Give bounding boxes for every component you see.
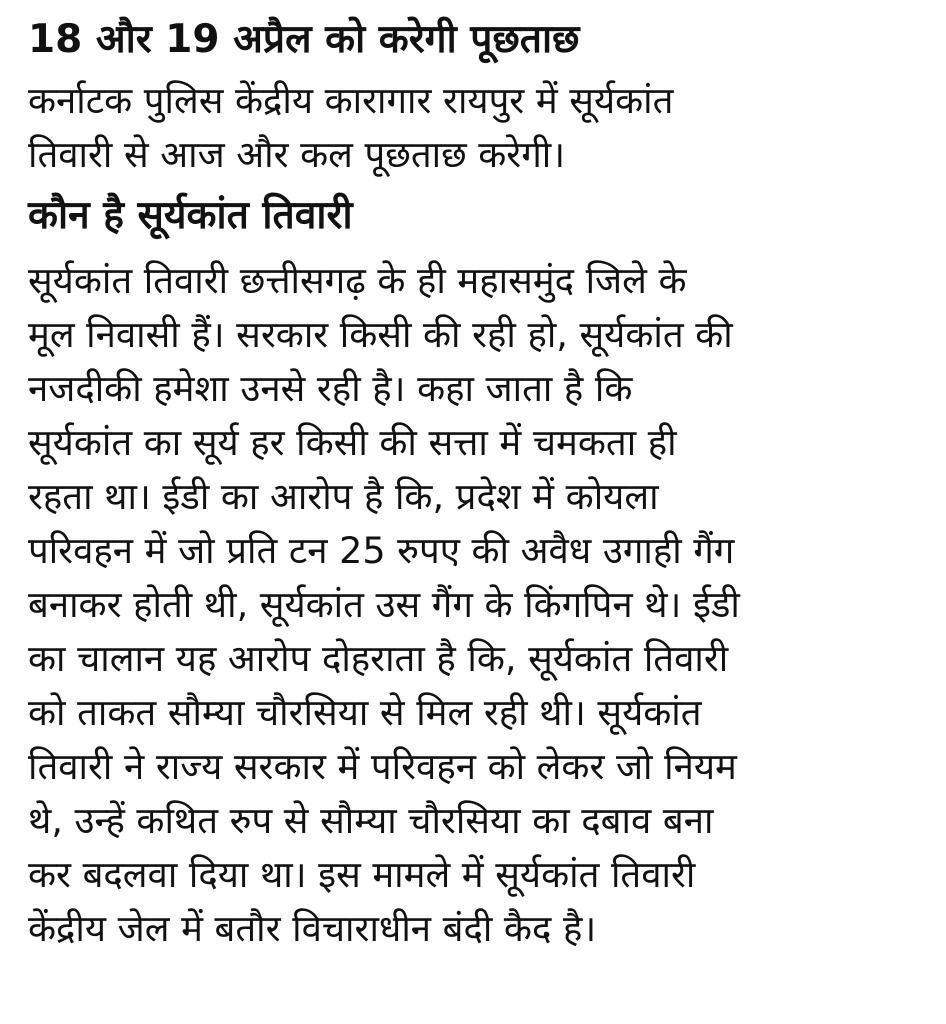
- text-line: केंद्रीय जेल में बतौर विचाराधीन बंदी कैद है।: [28, 907, 597, 950]
- paragraph-interrogation: [28, 74, 928, 182]
- text-line: थे, उन्हें कथित रुप से सौम्या चौरसिया का दबाव बना: [28, 799, 714, 842]
- text-line: सूर्यकांत तिवारी छत्तीसगढ़ के ही महासमुंद जिले के: [28, 259, 687, 302]
- text-line: रहता था। ईडी का आरोप है कि, प्रदेश में कोयला: [28, 475, 659, 518]
- text-line: नजदीकी हमेशा उनसे रही है। कहा जाता है कि: [28, 367, 633, 410]
- paragraph-profile: [28, 254, 928, 956]
- text-line: मूल निवासी हैं। सरकार किसी की रही हो, सूर्यकांत की: [28, 313, 733, 356]
- text-line: तिवारी से आज और कल पूछताछ करेगी।: [28, 133, 566, 176]
- text-line: तिवारी ने राज्य सरकार में परिवहन को लेकर जो नियम: [28, 745, 737, 788]
- text-line: कर्नाटक पुलिस केंद्रीय कारागार रायपुर में सूर्यकांत: [28, 79, 674, 122]
- section-heading-interrogation: 18 और 19 अप्रैल को करेगी पूछताछ: [28, 17, 580, 62]
- section-heading-who-is: कौन है सूर्यकांत तिवारी: [28, 193, 353, 238]
- text-line: सूर्यकांत का सूर्य हर किसी की सत्ता में चमकता ही: [28, 421, 677, 464]
- text-line: बनाकर होती थी, सूर्यकांत उस गैंग के किंगपिन थे। ईडी: [28, 583, 740, 626]
- text-line: कर बदलवा दिया था। इस मामले में सूर्यकांत तिवारी: [28, 853, 696, 896]
- text-line: परिवहन में जो प्रति टन 25 रुपए की अवैध उगाही गैंग: [28, 529, 735, 572]
- text-line: का चालान यह आरोप दोहराता है कि, सूर्यकांत तिवारी: [28, 637, 729, 680]
- text-line: को ताकत सौम्या चौरसिया से मिल रही थी। सूर्यकांत: [28, 691, 702, 734]
